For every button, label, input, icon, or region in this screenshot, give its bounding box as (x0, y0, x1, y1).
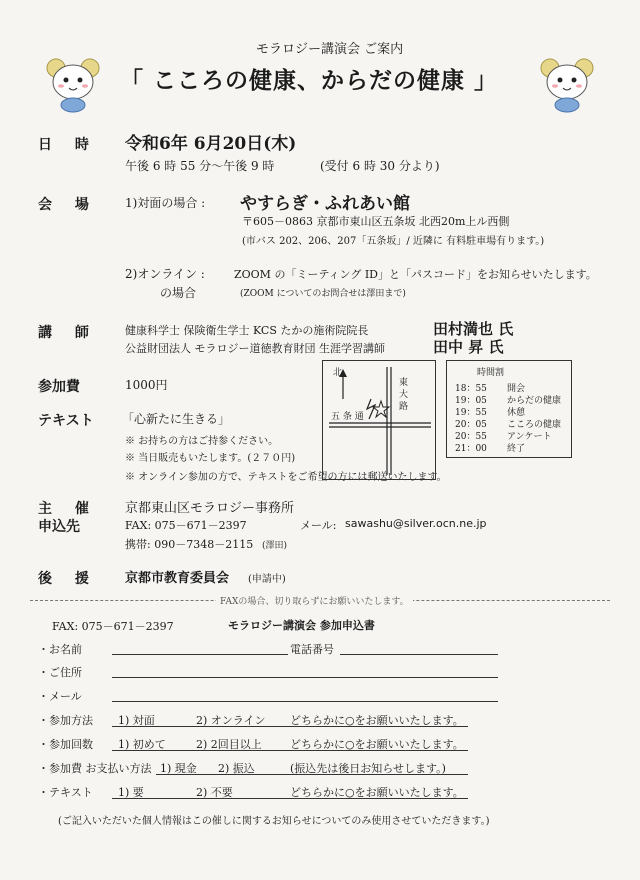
text-underline (112, 798, 468, 799)
method-option-inperson[interactable]: 1) 対面 (118, 714, 155, 727)
cut-note: FAXの場合、切り取らずにお願いいたします。 (216, 594, 413, 607)
map-road-ns-1: 東 (399, 378, 409, 388)
text-option-need[interactable]: 1) 要 (118, 786, 144, 799)
method-option-online[interactable]: 2) オンライン (196, 714, 266, 727)
schedule-event: からだの健康 (507, 396, 562, 406)
schedule-time: 19：05 (455, 396, 487, 406)
schedule-event: 休憩 (507, 408, 526, 418)
fee-value: 1000円 (125, 378, 168, 392)
schedule-time: 21：00 (455, 444, 487, 454)
venue-address: 〒605－0863 京都市東山区五条坂 北西20m上ル西側 (242, 215, 510, 228)
schedule-event: 開会 (507, 384, 526, 394)
datetime-label: 日 時 (38, 137, 98, 153)
form-address-label: ・ご住所 (38, 666, 82, 679)
online-note: (ZOOM についてのお問合せは澤田まで) (240, 289, 406, 299)
event-time: 午後 6 時 55 分～午後 9 時 (125, 159, 275, 173)
lecturer1-titles: 健康科学士 保険衛生学士 KCS たかの施術院院長 (125, 324, 369, 337)
text-note2: ※ 当日販売もいたします。(２７０円) (125, 453, 296, 464)
method-note: どちらかに○をお願いいたします。 (290, 714, 464, 727)
form-mail-label: ・メール (38, 690, 82, 703)
organizer-fax: FAX: 075－671－2397 (125, 519, 247, 532)
schedule-event: アンケート (507, 432, 552, 442)
online-label-cont: の場合 (160, 286, 197, 300)
privacy-note: (ご記入いただいた個人情報はこの催しに関するお知らせについてのみ使用させていただきます。) (58, 816, 490, 827)
method-underline (112, 726, 468, 727)
count-option-first[interactable]: 1) 初めて (118, 738, 166, 751)
inperson-label: 1)対面の場合 : (125, 196, 206, 210)
organizer-name: 京都東山区モラロジー事務所 (125, 501, 295, 516)
mail-field[interactable] (112, 701, 498, 702)
mascot-left-illustration (42, 52, 104, 114)
schedule-title: 時間割 (477, 368, 505, 378)
text-label: テキスト (38, 413, 94, 429)
count-underline (112, 750, 468, 751)
lecturer2-name: 田中 昇 氏 (433, 338, 504, 356)
organizer-mobile-note: (澤田) (262, 541, 288, 551)
pay-option-transfer[interactable]: 2) 振込 (218, 762, 255, 775)
lecturer-label: 講 師 (38, 325, 98, 341)
text-note3: ※ オンライン参加の方で、テキストをご希望の方には郵送いたします。 (125, 472, 447, 483)
venue-map (322, 360, 436, 480)
pay-option-cash[interactable]: 1) 現金 (160, 762, 197, 775)
lecturer2-titles: 公益財団法人 モラロジー道徳教育財団 生涯学習講師 (125, 342, 385, 355)
schedule-time: 20：55 (455, 432, 487, 442)
organizer-mail-label: メール: (300, 519, 337, 532)
reception-time: (受付 6 時 30 分より) (320, 159, 440, 173)
address-field[interactable] (112, 677, 498, 678)
application-label: 申込先 (38, 519, 80, 535)
venue-name: やすらぎ・ふれあい館 (240, 194, 410, 214)
schedule-time: 18：55 (455, 384, 487, 394)
pay-underline (156, 774, 468, 775)
pay-note: (振込先は後日お知らせします。) (290, 762, 446, 775)
support-note: (申請中) (248, 574, 286, 585)
map-road-ew: 五 条 通 (331, 412, 364, 422)
phone-field[interactable] (340, 654, 498, 655)
text-title: 「心新たに生きる」 (122, 412, 231, 426)
map-road-ns-3: 路 (399, 402, 409, 412)
text-note1: ※ お持ちの方はご持参ください。 (125, 436, 279, 447)
online-label: 2)オンライン : (125, 267, 205, 281)
schedule-event: こころの健康 (507, 420, 562, 430)
text-option-noneed[interactable]: 2) 不要 (196, 786, 233, 799)
schedule-time: 20：05 (455, 420, 487, 430)
form-name-label: ・お名前 (38, 643, 82, 656)
event-date: 令和6年 6月20日(木) (125, 134, 297, 154)
fee-label: 参加費 (38, 379, 80, 395)
form-phone-label: 電話番号 (290, 643, 334, 656)
form-count-label: ・参加回数 (38, 738, 93, 751)
form-pay-label: ・参加費 お支払い方法 (38, 762, 152, 775)
map-north: 北 (333, 368, 343, 378)
organizer-mail: sawashu@silver.ocn.ne.jp (345, 517, 487, 530)
map-road-ns-2: 大 (399, 390, 409, 400)
online-text: ZOOM の「ミーティング ID」と「パスコード」をお知らせいたします。 (234, 268, 597, 281)
org-line: モラロジー講演会 ご案内 (256, 42, 404, 57)
venue-marker-icon (367, 399, 375, 419)
support-name: 京都市教育委員会 (125, 571, 230, 586)
organizer-label: 主 催 (38, 501, 98, 517)
support-label: 後 援 (38, 571, 98, 587)
form-fax: FAX: 075－671－2397 (52, 620, 174, 633)
name-field[interactable] (112, 654, 288, 655)
mascot-right-illustration (536, 52, 598, 114)
count-option-repeat[interactable]: 2) 2回目以上 (196, 738, 262, 751)
count-note: どちらかに○をお願いいたします。 (290, 738, 464, 751)
venue-label: 会 場 (38, 197, 98, 213)
form-method-label: ・参加方法 (38, 714, 93, 727)
lecturer1-name: 田村満也 氏 (433, 320, 514, 338)
schedule-box (446, 360, 572, 458)
form-title: モラロジー講演会 参加申込書 (228, 619, 375, 632)
bus-note: (市バス 202、206、207「五条坂」/ 近隣に 有料駐車場有ります。) (242, 236, 545, 247)
form-text-label: ・テキスト (38, 786, 93, 799)
organizer-mobile: 携帯: 090－7348－2115 (125, 538, 254, 551)
page-title: 「 こころの健康、からだの健康 」 (120, 67, 499, 94)
schedule-event: 終了 (507, 444, 526, 454)
schedule-time: 19：55 (455, 408, 487, 418)
text-note: どちらかに○をお願いいたします。 (290, 786, 464, 799)
